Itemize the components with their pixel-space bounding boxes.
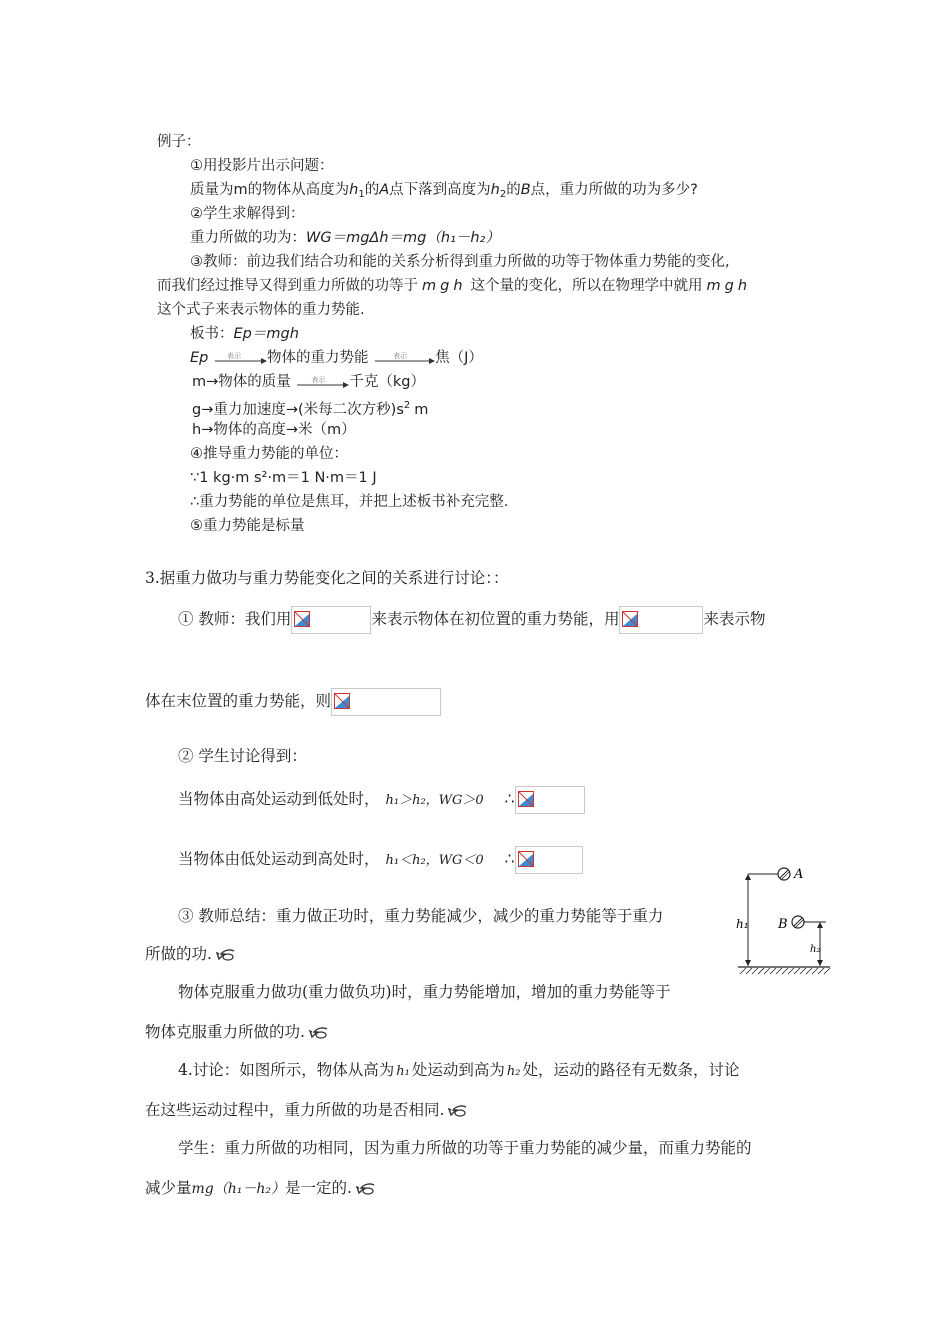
ep-line: Ep 表示 物体的重力势能 表示 焦（J） (190, 350, 483, 366)
formula-image-case2 (515, 846, 583, 874)
step-5: ⑤重力势能是标量 (190, 518, 305, 534)
summary-line-3: 物体克服重力做功(重力做负功)时，重力势能增加，增加的重力势能等于 (178, 983, 671, 1001)
formula-image-case1 (515, 786, 585, 814)
label-point-b: B (778, 917, 788, 932)
unit-conclusion: ∴重力势能的单位是焦耳，并把上述板书补充完整. (190, 494, 509, 510)
formula-image-wg (331, 688, 441, 716)
step-4: ④推导重力势能的单位： (190, 446, 348, 462)
discussion-line-2: 在这些运动过程中，重力所做的功是否相同. (145, 1100, 468, 1120)
height-diagram (734, 860, 834, 980)
final-position-line: 体在末位置的重力势能，则 (145, 688, 441, 716)
summary-line-1: ③ 教师总结：重力做正功时，重力势能减少，减少的重力势能等于重力 (178, 907, 664, 925)
student-answer-line-1: 学生：重力所做的功相同，因为重力所做的功等于重力势能的减少量，而重力势能的 (178, 1139, 752, 1157)
m-line: m→物体的质量 表示 千克（kg） (192, 374, 425, 390)
label-h2: h₂ (810, 944, 821, 955)
summary-line-2: 所做的功. (145, 944, 236, 964)
image-placeholder-icon (518, 791, 534, 807)
return-arrow-icon (356, 1182, 376, 1196)
teacher-line-3: 这个式子来表示物体的重力势能. (157, 302, 365, 318)
image-placeholder-icon (334, 693, 350, 709)
return-arrow-icon (216, 948, 236, 962)
case-high-to-low: 当物体由高处运动到低处时， h₁＞h₂，WG＞0 ∴ (178, 786, 585, 814)
label-h1: h₁ (736, 917, 749, 931)
teacher-line-2: 而我们经过推导又得到重力所做的功等于 mgh 这个量的变化，所以在物理学中就用 mgh (157, 278, 752, 294)
return-arrow-icon (448, 1104, 468, 1118)
g-line: g→重力加速度→(米每二次方秒)$s^2$ m (192, 400, 429, 418)
discussion-line-1: 4.讨论：如图所示，物体从高为 h₁ 处运动到高为 h₂ 处，运动的路径有无数条，讨论 (178, 1061, 740, 1079)
board-line: 板书：Ep＝mgh (190, 326, 299, 342)
student-answer-line-2: 减少量mg（h₁－h₂）是一定的. (145, 1178, 376, 1199)
image-placeholder-icon (294, 611, 310, 627)
teacher-definition-line: ① 教师：我们用 来表示物体在初位置的重力势能，用 来表示物 (178, 606, 765, 634)
label-point-a: A (794, 867, 804, 882)
formula-image-ep2 (619, 606, 703, 634)
section-3-title: 3.据重力做功与重力势能变化之间的关系进行讨论：： (145, 569, 509, 587)
arrow-icon: 表示 (373, 348, 435, 368)
student-discussion: ② 学生讨论得到： (178, 747, 307, 765)
image-placeholder-icon (518, 851, 534, 867)
work-formula: WG＝mgΔh＝mg（h₁－h₂） (306, 230, 500, 246)
unit-derivation: ∵1 kg·m s²·m＝1 N·m＝1 J (190, 470, 377, 486)
formula-image-ep1 (291, 606, 371, 634)
image-placeholder-icon (622, 611, 638, 627)
example-label: 例子： (157, 134, 201, 150)
arrow-icon: 表示 (213, 348, 267, 368)
case-low-to-high: 当物体由低处运动到高处时， h₁＜h₂，WG＜0 ∴ (178, 846, 583, 874)
work-line: 重力所做的功为：WG＝mgΔh＝mg（h₁－h₂） (190, 230, 500, 246)
step-1: ①用投影片出示问题： (190, 158, 334, 174)
summary-line-4: 物体克服重力所做的功. (145, 1022, 329, 1042)
return-arrow-icon (309, 1026, 329, 1040)
arrow-icon: 表示 (295, 372, 349, 392)
h-line: h→物体的高度→米（m） (192, 422, 356, 438)
step-2: ②学生求解得到： (190, 206, 305, 222)
teacher-line-1: ③教师：前边我们结合功和能的关系分析得到重力所做的功等于物体重力势能的变化, (190, 254, 730, 270)
question-line: 质量为m的物体从高度为$h_1$的A点下落到高度为$h_2$的B点，重力所做的功为多少? (190, 182, 698, 200)
